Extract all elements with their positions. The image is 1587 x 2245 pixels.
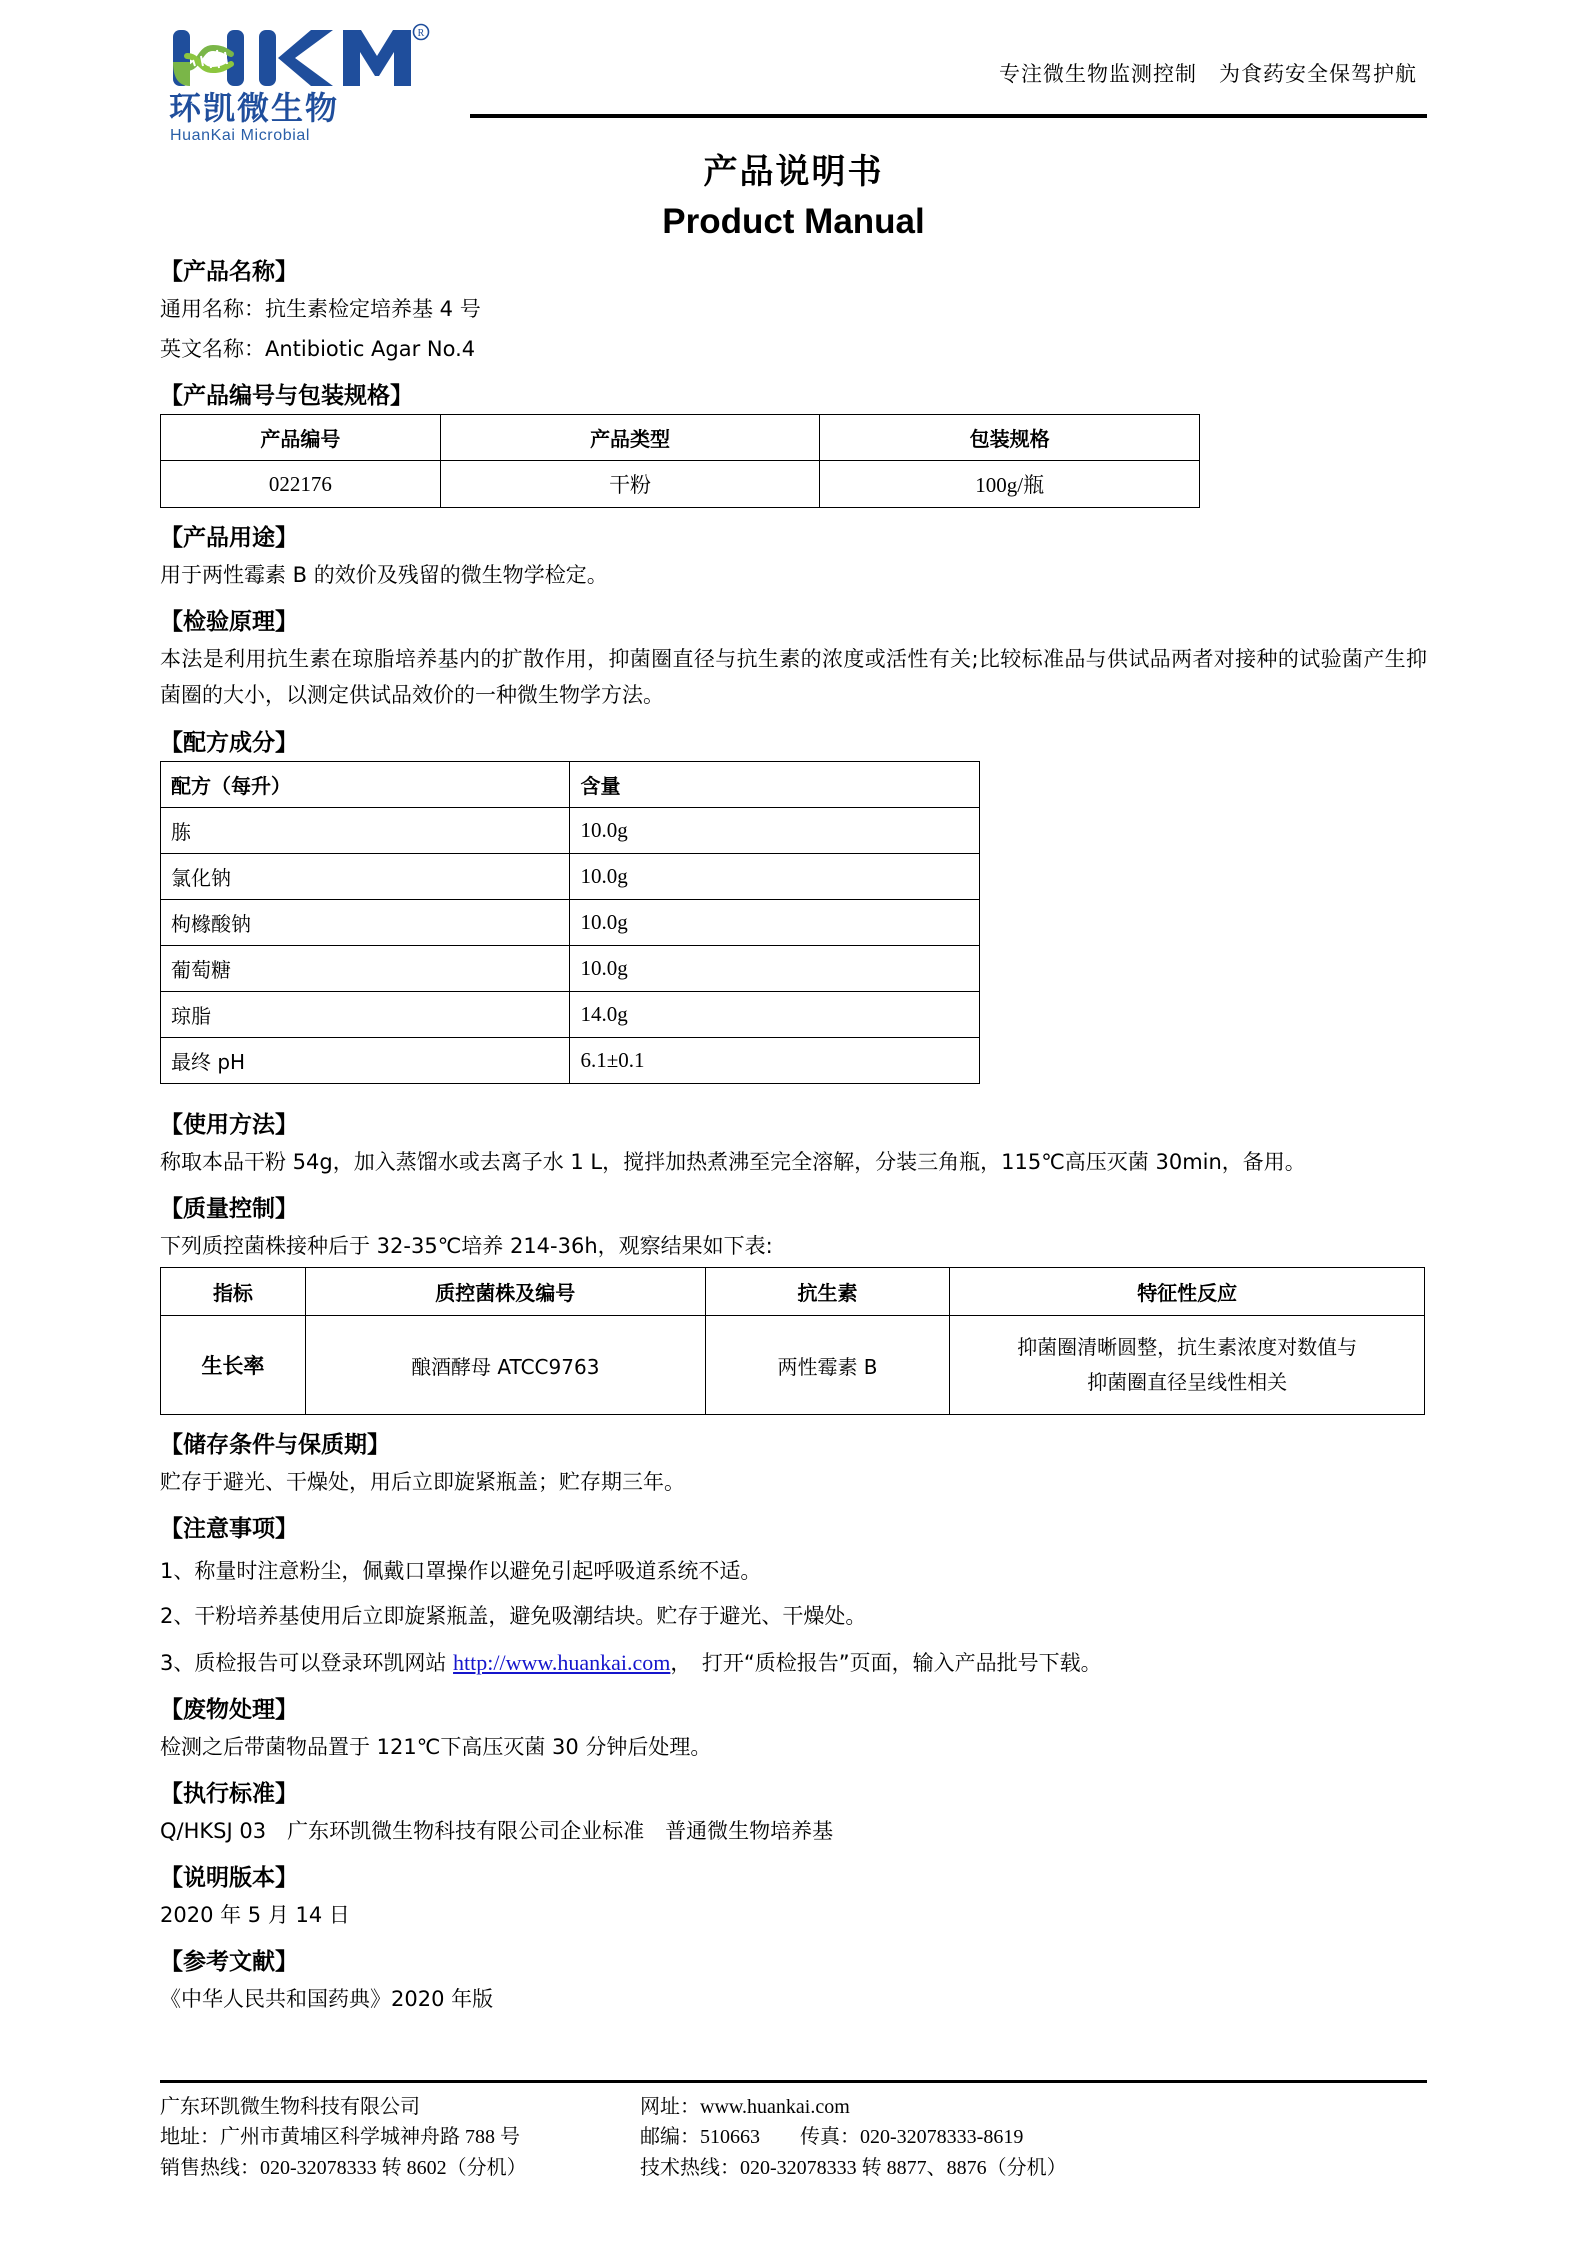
references-text: 《中华人民共和国药典》2020 年版 (160, 1987, 494, 2012)
formula-col-amount: 含量 (570, 762, 980, 808)
formula-amount: 10.0g (570, 854, 980, 900)
section-heading-version: 【说明版本】 (160, 1865, 298, 1892)
precaution-3-prefix: 3、质检报告可以登录环凯网站 (160, 1650, 454, 1675)
product-english-name: 英文名称：Antibiotic Agar No.4 (160, 337, 476, 362)
quality-control-intro: 下列质控菌株接种后于 32-35℃培养 214-36h，观察结果如下表: (160, 1234, 773, 1259)
formula-name: 胨 (161, 808, 570, 854)
section-heading-precautions: 【注意事项】 (160, 1516, 298, 1543)
qc-value-reaction (950, 1316, 1425, 1415)
section-heading-quality-control: 【质量控制】 (160, 1196, 298, 1223)
formula-amount: 10.0g (570, 808, 980, 854)
waste-text: 检测之后带菌物品置于 121℃下高压灭菌 30 分钟后处理。 (160, 1735, 712, 1760)
tagline-container (470, 22, 1427, 88)
page-footer (160, 2080, 1427, 2183)
section-heading-spec: 【产品编号与包装规格】 (160, 383, 413, 410)
footer-left-column (160, 2092, 640, 2183)
table-row (161, 854, 980, 900)
footer-address: 地址：广州市黄埔区科学城神舟路 788 号 (160, 2126, 520, 2149)
formula-amount-ph: 6.1±0.1 (570, 1038, 980, 1084)
precaution-item-2: 2、干粉培养基使用后立即旋紧瓶盖，避免吸潮结块。贮存于避光、干燥处。 (160, 1604, 867, 1629)
section-heading-waste: 【废物处理】 (160, 1697, 298, 1724)
footer-company-name: 广东环凯微生物科技有限公司 (160, 2095, 420, 2118)
hkm-logo-icon (165, 22, 435, 94)
logo-chinese-name: 环凯微生物 (169, 89, 340, 127)
qc-reaction-line-2: 抑菌圈直径呈线性相关 (1087, 1370, 1288, 1395)
qc-value-indicator: 生长率 (161, 1316, 306, 1415)
formula-name: 枸橼酸钠 (161, 900, 570, 946)
table-header-row (161, 762, 980, 808)
qc-col-strain: 质控菌株及编号 (305, 1268, 705, 1316)
page-title-english: Product Manual (662, 202, 925, 241)
qc-col-indicator: 指标 (161, 1268, 306, 1316)
spec-table (160, 414, 1200, 508)
company-logo (160, 22, 470, 145)
precaution-item-1: 1、称量时注意粉尘，佩戴口罩操作以避免引起呼吸道系统不适。 (160, 1559, 762, 1584)
quality-control-table (160, 1267, 1425, 1415)
spec-col-package: 包装规格 (820, 415, 1200, 461)
qc-col-antibiotic: 抗生素 (705, 1268, 950, 1316)
formula-name: 氯化钠 (161, 854, 570, 900)
section-heading-purpose: 【产品用途】 (160, 525, 298, 552)
table-row (161, 946, 980, 992)
formula-name: 葡萄糖 (161, 946, 570, 992)
formula-name-ph: 最终 pH (161, 1038, 570, 1084)
formula-amount: 10.0g (570, 900, 980, 946)
spec-value-code: 022176 (161, 461, 441, 508)
qc-reaction-line-1: 抑菌圈清晰圆整，抗生素浓度对数值与 (1017, 1335, 1358, 1360)
section-heading-product-name: 【产品名称】 (160, 259, 298, 285)
table-row (161, 808, 980, 854)
qc-col-reaction: 特征性反应 (950, 1268, 1425, 1316)
spec-value-package: 100g/瓶 (820, 461, 1200, 508)
svg-text:R: R (417, 28, 425, 39)
qc-value-antibiotic: 两性霉素 B (705, 1316, 950, 1415)
spec-value-type: 干粉 (440, 461, 820, 508)
formula-table (160, 761, 980, 1084)
section-heading-principle: 【检验原理】 (160, 609, 298, 636)
principle-text: 本法是利用抗生素在琼脂培养基内的扩散作用，抑菌圈直径与抗生素的浓度或活性有关;比较标准品与供试品两者对接种的试验菌产生抑菌圈的大小，以测定供试品效价的一种微生物学方法。 (160, 647, 1427, 707)
formula-amount: 10.0g (570, 946, 980, 992)
section-heading-standard: 【执行标准】 (160, 1781, 298, 1808)
footer-tech-hotline: 技术热线：020-32078333 转 8877、8876（分机） (640, 2156, 1067, 2179)
precaution-item-3 (160, 1645, 1427, 1681)
section-heading-formula: 【配方成分】 (160, 730, 298, 757)
section-heading-storage: 【储存条件与保质期】 (160, 1432, 390, 1459)
method-text: 称取本品干粉 54g，加入蒸馏水或去离子水 1 L，搅拌加热煮沸至完全溶解，分装三角瓶，115℃高压灭菌 30min，备用。 (160, 1150, 1306, 1175)
footer-divider (160, 2080, 1427, 2083)
storage-text: 贮存于避光、干燥处，用后立即旋紧瓶盖；贮存期三年。 (160, 1470, 685, 1495)
huankai-website-link[interactable]: http://www.huankai.com (453, 1649, 671, 1675)
product-generic-name: 通用名称：抗生素检定培养基 4 号 (160, 297, 481, 321)
table-header-row (161, 1268, 1425, 1316)
spec-col-type: 产品类型 (440, 415, 820, 461)
table-row (161, 992, 980, 1038)
purpose-text: 用于两性霉素 B 的效价及残留的微生物学检定。 (160, 563, 608, 588)
header-divider (470, 114, 1427, 118)
formula-col-name: 配方（每升） (161, 762, 570, 808)
footer-right-column (640, 2092, 1427, 2183)
page-header (160, 0, 1427, 144)
standard-text: Q/HKSJ 03 广东环凯微生物科技有限公司企业标准 普通微生物培养基 (160, 1819, 834, 1844)
table-header-row (161, 415, 1200, 461)
table-row (161, 1316, 1425, 1415)
page-title-chinese: 产品说明书 (703, 152, 884, 192)
spec-col-code: 产品编号 (161, 415, 441, 461)
precaution-3-suffix: ， 打开“质检报告”页面，输入产品批号下载。 (670, 1650, 1102, 1675)
footer-postcode-fax: 邮编：510663 传真：020-32078333-8619 (640, 2126, 1024, 2149)
formula-name: 琼脂 (161, 992, 570, 1038)
section-heading-method: 【使用方法】 (160, 1112, 298, 1139)
table-row (161, 1038, 980, 1084)
table-row (161, 461, 1200, 508)
footer-sales-hotline: 销售热线：020-32078333 转 8602（分机） (160, 2156, 527, 2179)
company-tagline: 专注微生物监测控制 为食药安全保驾护航 (999, 62, 1417, 86)
table-row (161, 900, 980, 946)
footer-website: 网址：www.huankai.com (640, 2095, 850, 2118)
formula-amount: 14.0g (570, 992, 980, 1038)
footer-content (160, 2092, 1427, 2183)
logo-english-name: HuanKai Microbial (170, 126, 311, 144)
version-text: 2020 年 5 月 14 日 (160, 1903, 350, 1928)
qc-value-strain: 酿酒酵母 ATCC9763 (305, 1316, 705, 1415)
section-heading-references: 【参考文献】 (160, 1949, 298, 1976)
